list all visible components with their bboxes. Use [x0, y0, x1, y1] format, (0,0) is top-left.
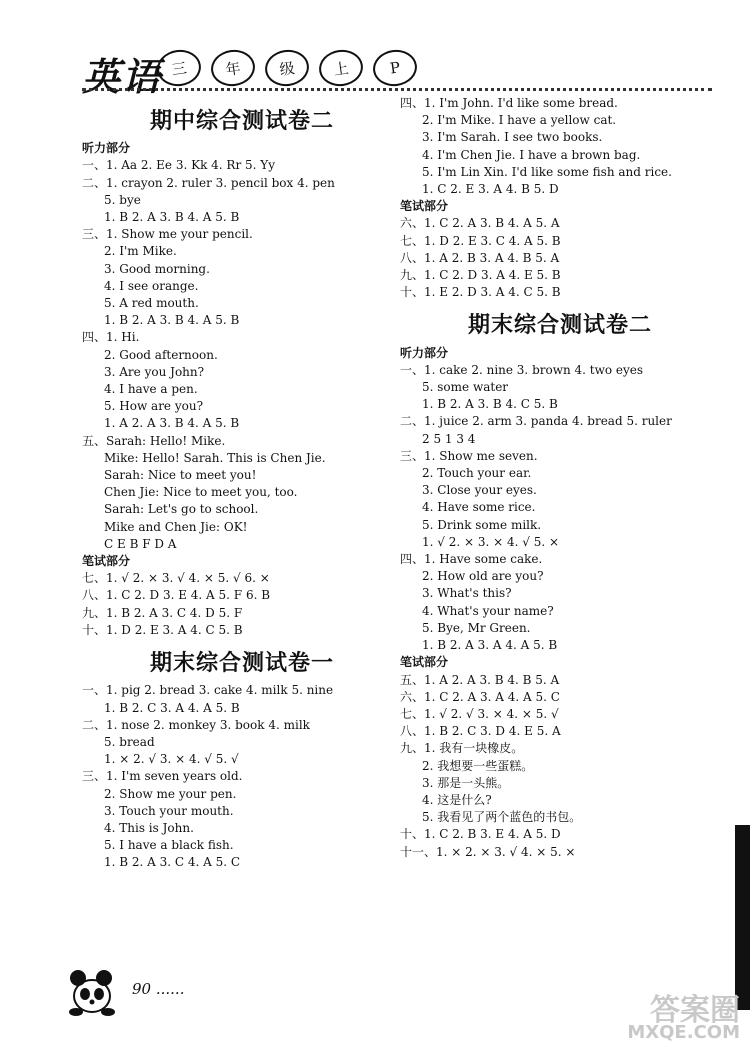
- answer-line: 3. Touch your mouth.: [104, 803, 234, 818]
- answer-line: 二、1. crayon 2. ruler 3. pencil box 4. pen: [82, 175, 335, 190]
- answer-line: 四、1. I'm John. I'd like some bread.: [400, 96, 618, 110]
- answer-line: 二、1. nose 2. monkey 3. book 4. milk: [82, 717, 310, 732]
- answer-line: 3. Are you John?: [104, 364, 205, 379]
- answer-list: [400, 345, 720, 861]
- answer-line: 1. B 2. C 3. A 4. A 5. B: [104, 700, 240, 715]
- part-heading: 听力部分: [82, 141, 131, 156]
- answer-line: 七、1. √ 2. √ 3. × 4. × 5. √: [400, 706, 559, 721]
- answer-line: 5. A red mouth.: [104, 296, 199, 311]
- header-divider: [82, 88, 712, 91]
- answer-line: 九、1. 我有一块橡皮。: [400, 741, 524, 756]
- answer-line: 七、1. √ 2. × 3. √ 4. × 5. √ 6. ×: [82, 571, 270, 586]
- answer-line: 五、1. A 2. A 3. B 4. B 5. A: [400, 672, 560, 687]
- answer-line: 1. C 2. E 3. A 4. B 5. D: [422, 182, 559, 197]
- answer-line: 十、1. C 2. B 3. E 4. A 5. D: [400, 827, 561, 842]
- answer-line: 5. some water: [422, 380, 509, 395]
- answer-list: [82, 140, 402, 639]
- answer-line: 5. Bye, Mr Green.: [422, 620, 531, 635]
- grade-tag: 年: [209, 47, 258, 89]
- answer-line: 2. I'm Mike. I have a yellow cat.: [422, 113, 617, 128]
- answer-line: 5. Drink some milk.: [422, 517, 542, 532]
- answer-line: 1. B 2. A 3. B 4. A 5. B: [104, 210, 240, 225]
- answer-line: 2. How old are you?: [422, 569, 544, 584]
- answer-line: 十、1. E 2. D 3. A 4. C 5. B: [400, 285, 561, 300]
- section-title: 期末综合测试卷一: [149, 651, 334, 677]
- answer-line: 1. B 2. A 3. B 4. C 5. B: [422, 397, 558, 412]
- answer-line: 四、1. Have some cake.: [400, 552, 543, 567]
- answer-line: 三、1. Show me seven.: [400, 448, 538, 463]
- answer-line: Sarah: Let's go to school.: [104, 502, 259, 517]
- answer-line: Mike and Chen Jie: OK!: [104, 519, 248, 534]
- answer-line: 2 5 1 3 4: [422, 431, 476, 446]
- page-header: [62, 36, 712, 99]
- answer-line: 2. I'm Mike.: [104, 244, 177, 259]
- answer-line: 5. I'm Lin Xin. I'd like some fish and rice.: [422, 164, 672, 179]
- answer-line: 一、1. cake 2. nine 3. brown 4. two eyes: [400, 362, 644, 377]
- answer-line: 2. Good afternoon.: [104, 347, 218, 362]
- answer-line: 九、1. C 2. D 3. A 4. E 5. B: [400, 268, 561, 283]
- answer-line: 4. I'm Chen Jie. I have a brown bag.: [422, 147, 641, 162]
- grade-tag: 三: [155, 47, 204, 89]
- watermark-url: MXQE.COM: [627, 1022, 740, 1043]
- section-title: 期末综合测试卷二: [467, 313, 652, 339]
- part-heading: 笔试部分: [400, 655, 449, 670]
- answer-line: 1. √ 2. × 3. × 4. √ 5. ×: [422, 534, 560, 549]
- answer-line: 八、1. B 2. C 3. D 4. E 5. A: [400, 724, 561, 739]
- answer-line: 七、1. D 2. E 3. C 4. A 5. B: [400, 233, 561, 248]
- answer-line: 2. 我想要一些蛋糕。: [422, 758, 534, 773]
- answer-line: 5. bye: [104, 192, 141, 207]
- answer-line: 1. B 2. A 3. B 4. A 5. B: [104, 313, 240, 328]
- answer-line: 4. I see orange.: [104, 278, 199, 293]
- panda-mascot-icon: [62, 960, 126, 1018]
- answer-line: 1. B 2. A 3. C 4. A 5. C: [104, 855, 241, 870]
- right-column: [400, 95, 720, 861]
- part-heading: 听力部分: [400, 345, 449, 360]
- answer-line: 4. 这是什么?: [422, 792, 492, 807]
- part-heading: 笔试部分: [82, 554, 131, 569]
- answer-line: 十一、1. × 2. × 3. √ 4. × 5. ×: [400, 844, 576, 859]
- answer-line: 5. I have a black fish.: [104, 838, 234, 853]
- answer-line: 2. Touch your ear.: [422, 466, 532, 481]
- answer-line: 十、1. D 2. E 3. A 4. C 5. B: [82, 622, 243, 637]
- grade-tag: P: [371, 47, 420, 89]
- answer-line: C E B F D A: [104, 536, 177, 551]
- section-title: 期中综合测试卷二: [149, 109, 334, 134]
- edge-tab-bar: [735, 825, 750, 1010]
- answer-line: 3. I'm Sarah. I see two books.: [422, 130, 603, 145]
- answer-line: 5. How are you?: [104, 399, 204, 414]
- part-heading: 笔试部分: [400, 199, 449, 214]
- answer-line: 3. Close your eyes.: [422, 483, 537, 498]
- answer-line: Chen Jie: Nice to meet you, too.: [104, 485, 298, 500]
- answer-line: 三、1. Show me your pencil.: [82, 227, 253, 242]
- answer-line: 八、1. C 2. D 3. E 4. A 5. F 6. B: [82, 588, 271, 603]
- answer-line: 四、1. Hi.: [82, 330, 140, 345]
- answer-line: 1. B 2. A 3. A 4. A 5. B: [422, 638, 558, 653]
- answer-line: 一、1. Aa 2. Ee 3. Kk 4. Rr 5. Yy: [82, 158, 275, 173]
- answer-line: 1. × 2. √ 3. × 4. √ 5. √: [104, 752, 239, 767]
- answer-line: 4. What's your name?: [422, 603, 554, 618]
- answer-line: 1. A 2. A 3. B 4. A 5. B: [104, 416, 240, 431]
- answer-line: 3. What's this?: [422, 586, 512, 601]
- answer-line: 3. 那是一头熊。: [422, 775, 510, 790]
- answer-line: 一、1. pig 2. bread 3. cake 4. milk 5. nine: [82, 683, 334, 698]
- subject-title: 英语: [82, 54, 163, 99]
- answer-line: 三、1. I'm seven years old.: [82, 769, 243, 784]
- answer-list: [400, 95, 720, 301]
- grade-tag: 级: [263, 47, 312, 89]
- answer-line: 3. Good morning.: [104, 261, 210, 276]
- answer-line: 六、1. C 2. A 3. B 4. A 5. A: [400, 216, 560, 231]
- answer-line: 4. This is John.: [104, 820, 194, 835]
- answer-line: 五、Sarah: Hello! Mike.: [82, 433, 226, 448]
- answer-line: 六、1. C 2. A 3. A 4. A 5. C: [400, 689, 560, 704]
- answer-line: Mike: Hello! Sarah. This is Chen Jie.: [104, 450, 326, 465]
- grade-tag: 上: [317, 47, 366, 89]
- page-number: 90 ......: [132, 980, 185, 998]
- answer-line: 2. Show me your pen.: [104, 786, 237, 801]
- answer-line: Sarah: Nice to meet you!: [104, 468, 257, 483]
- grade-tags: [157, 50, 417, 86]
- watermark-brand: 答案圈: [650, 993, 740, 1028]
- answer-line: 5. 我看见了两个蓝色的书包。: [422, 810, 582, 825]
- answer-line: 4. I have a pen.: [104, 382, 198, 397]
- answer-line: 5. bread: [104, 734, 155, 749]
- page-footer: [62, 960, 282, 1020]
- left-column: [82, 95, 402, 872]
- answer-list: [82, 682, 402, 871]
- answer-line: 九、1. B 2. A 3. C 4. D 5. F: [82, 605, 243, 620]
- answer-line: 二、1. juice 2. arm 3. panda 4. bread 5. ruler: [400, 414, 672, 429]
- answer-line: 4. Have some rice.: [422, 500, 536, 515]
- answer-line: 八、1. A 2. B 3. A 4. B 5. A: [400, 250, 560, 265]
